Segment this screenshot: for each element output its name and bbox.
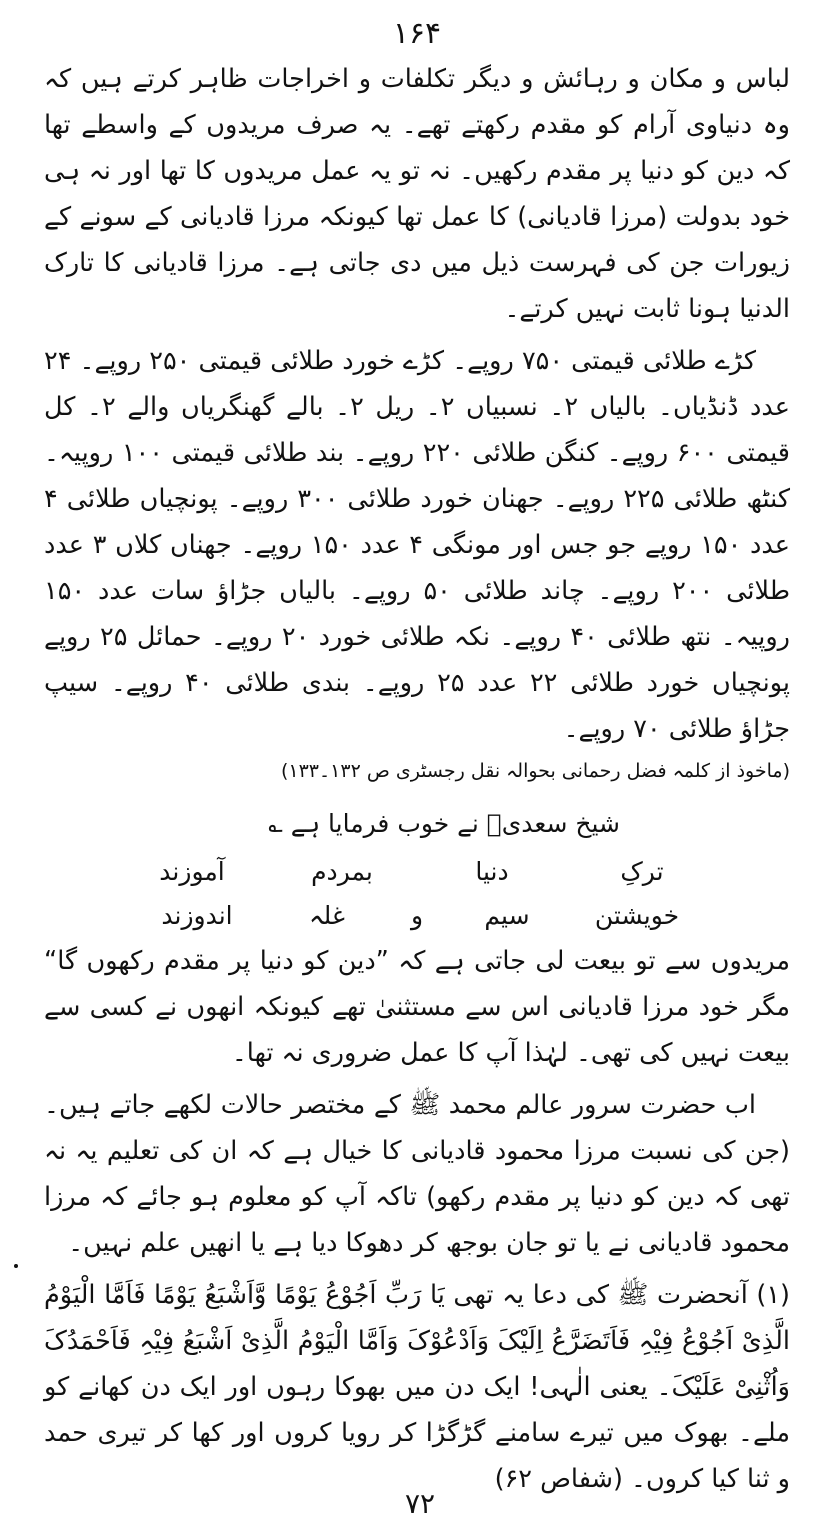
page-number-top: ۱۶۴ (392, 16, 442, 51)
paragraph-3: مریدوں سے تو بیعت لی جاتی ہے کہ ”دین کو دنیا پر مقدم رکھوں گا“ مگر خود مرزا قادیانی اس سے مستثنیٰ تھے کیونکہ انھوں نے کسی سے بیعت نہیں کی تھی۔ لہٰذا آپ کا عمل ضروری نہ تھا۔ (44, 946, 790, 1068)
poem-line-1 (44, 850, 790, 894)
poem-word: سیم (484, 901, 530, 930)
poem-word: دنیا (475, 857, 509, 886)
page-number-bottom: ۷۲ (404, 1487, 436, 1520)
poem-word: غلہ (309, 901, 345, 930)
poem-word: آموزند (159, 857, 225, 886)
poem-intro: شیخ سعدیؒ نے خوب فرمایا ہے ؎ (268, 809, 620, 838)
paragraph-1: لباس و مکان و رہائش و دیگر تکلفات و اخراجات ظاہر کرتے ہیں کہ وہ دنیاوی آرام کو مقدم رکھتے تھے۔ یہ صرف مریدوں کے واسطے تھا کہ دین کو دنیا پر مقدم رکھیں۔ نہ تو یہ عمل مریدوں کا تھا اور نہ ہی خود بدولت (مرزا قادیانی) کا عمل تھا کیونکہ مرزا قادیانی کے سونے کے زیورات جن کی فہرست ذیل میں دی جاتی ہے۔ مرزا قادیانی کا تارک الدنیا ہونا ثابت نہیں کرتے۔ (44, 64, 790, 324)
source-citation: (ماخوذ از کلمہ فضل رحمانی بحوالہ نقل رجسٹری ص ۱۳۲۔۱۳۳) (280, 760, 790, 782)
poem-word: خویشتن (594, 901, 680, 930)
poem-word: و (410, 901, 424, 930)
poem-line-2 (44, 894, 790, 938)
paragraph-2-jewelry-list: کڑے طلائی قیمتی ۷۵۰ روپے۔ کڑے خورد طلائی قیمتی ۲۵۰ روپے۔ ۲۴ عدد ڈنڈیاں۔ بالیاں ۲۔ نسبیاں ۲۔ ریل ۲۔ بالے گھنگریاں والے ۲۔ کل قیمتی ۶۰۰ روپے۔ کنگن طلائی ۲۲۰ روپے۔ بند طلائی قیمتی ۱۰۰ روپیہ۔ کنٹھ طلائی ۲۲۵ روپے۔ جھنان خورد طلائی ۳۰۰ روپے۔ پونچیاں طلائی ۴ عدد ۱۵۰ روپے جو جس اور مونگی ۴ عدد ۱۵۰ روپے۔ جھناں کلاں ۳ عدد طلائی ۲۰۰ روپے۔ چاند طلائی ۵۰ روپے۔ بالیاں جڑاؤ سات عدد ۱۵۰ روپیہ۔ نتھ طلائی ۴۰ روپے۔ نکہ طلائی خورد ۲۰ روپے۔ حمائل ۲۵ روپے پونچیاں خورد طلائی ۲۲ عدد ۲۵ روپے۔ بندی طلائی ۴۰ روپے۔ سیپ جڑاؤ طلائی ۷۰ روپے۔ (44, 346, 791, 744)
paragraph-4: اب حضرت سرور عالم محمد ﷺ کے مختصر حالات لکھے جاتے ہیں۔ (جن کی نسبت مرزا محمود قادیانی کا خیال ہے کہ ان کی تعلیم یہ نہ تھی کہ دین کو دنیا پر مقدم رکھو) تاکہ آپ کو معلوم ہو جائے کہ مرزا محمود قادیانی نے یا تو جان بوجھ کر دھوکا دیا ہے یا انھیں علم نہیں۔ (44, 1090, 790, 1258)
poem-word: اندوزند (161, 901, 233, 930)
paragraph-5-dua: (۱) آنحضرت ﷺ کی دعا یہ تھی یَا رَبِّ اَجُوْعُ یَوْمًا وَّاَشْبَعُ یَوْمًا فَاَمَّا الْیَوْمُ الَّذِیْ اَجُوْعُ فِیْہِ فَاَتَضَرَّعُ اِلَیْکَ وَاَدْعُوْکَ وَاَمَّا الْیَوْمُ الَّذِیْ اَشْبَعُ فِیْہِ فَاَحْمَدُکَ وَاُثْنِیْ عَلَیْکَ۔ یعنی الٰہی! ایک دن میں بھوکا رہوں اور ایک دن کھانے کو ملے۔ بھوک میں تیرے سامنے گڑگڑا کر رویا کروں اور کھا کر تیری حمد و ثنا کیا کروں۔ (شفاص ۶۲) (44, 1280, 790, 1494)
stray-mark (14, 1264, 18, 1268)
poem-word: ترکِ (620, 857, 664, 886)
poem-word: بمردم (311, 857, 373, 886)
